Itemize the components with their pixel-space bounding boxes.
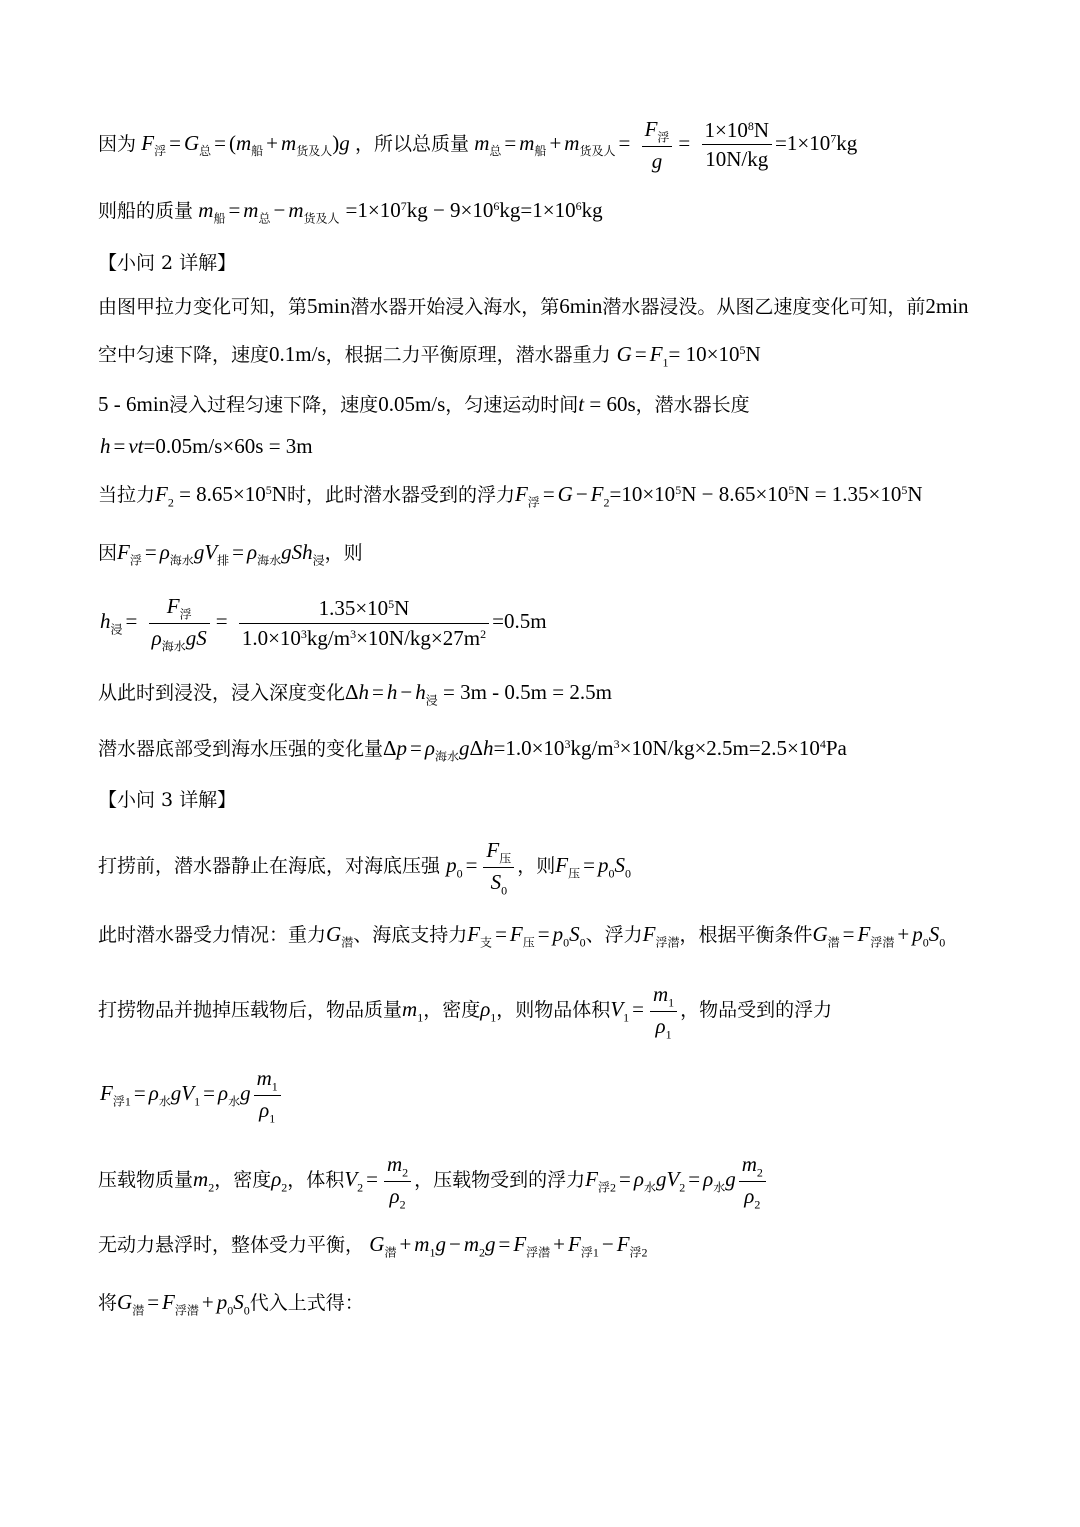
value: =0.05m/s×60s = 3m: [143, 434, 313, 458]
value: =0.5m: [492, 608, 547, 633]
text-segment: ，所以总质量: [354, 133, 469, 155]
text-segment: 时，此时潜水器受到的浮力: [286, 484, 515, 506]
value: 1.0×10: [241, 625, 301, 650]
value: 5min: [307, 294, 351, 318]
fraction-numeric: [239, 594, 489, 652]
text-segment: ，则: [517, 854, 556, 877]
text-segment: 、浮力: [585, 924, 643, 946]
paragraph-line: 无动力悬浮时，整体受力平衡， $G_潜 + m_1g - m_2g = F_{浮潜} + F_{浮1} - F_{浮2}$: [98, 1232, 648, 1260]
value: 5: [265, 482, 272, 497]
value: = 3m - 0.5m = 2.5m: [442, 680, 612, 704]
paragraph-line: 潜水器底部受到海水压强的变化量$\Delta p = \rho_{海水}g\Delta h=1.0\times 10^3kg/m^3\times 10N/kg\times 2.5m=2.5\times 10^4Pa$: [98, 736, 847, 764]
paragraph-line: 此时潜水器受力情况：重力$G_潜$、海底支持力$F_支 = F_压 = p_0S_0$、浮力$F_{浮潜}$，根据平衡条件$G_潜 = F_{浮潜} + p_0S_0$: [98, 922, 946, 950]
text-segment: 潜水器开始浸入海水，第: [350, 296, 560, 318]
value: = 8.65×10: [179, 482, 266, 506]
fraction-f-over-g: $\frac{F_浮}{g}$: [642, 115, 673, 175]
text-segment: 压载物质量: [98, 1168, 194, 1191]
fraction-m2-rho2: $\frac{m_2}{\rho_2}$: [739, 1150, 766, 1212]
value: kg=1×10: [499, 198, 576, 222]
value: = 60s: [589, 392, 636, 416]
value: 1.35×10: [318, 596, 389, 621]
value: 6: [493, 198, 500, 213]
text-segment: ，密度: [214, 1168, 272, 1191]
text-segment: ，物品受到的浮力: [680, 998, 833, 1021]
text-segment: 打捞物品并抛掉压载物后，物品质量: [98, 998, 403, 1021]
text-segment: ，压载物受到的浮力: [414, 1168, 586, 1191]
text-segment: 代入上式得：: [249, 1292, 364, 1314]
value: N = 1.35×10: [794, 482, 902, 506]
equation-total-mass: 因为 $F_浮 = G_总 = (m_船 + m_{货及人})g$ ，所以总质量 $m_总 = m_船 + m_{货及人}$ = $\frac{F_浮}{g}$ = $\frac{1\times 10^8N}{10N/kg}$ $=1\times 10^7kg$: [98, 115, 857, 175]
value: =1.0×10: [493, 736, 565, 760]
paragraph-line: 5 - 6min浸入过程匀速下降，速度0.05m/s，匀速运动时间t = 60s，潜水器长度: [98, 392, 750, 416]
text-segment: 则船的质量: [98, 201, 194, 222]
value: N: [753, 118, 770, 143]
text-segment: 打捞前，潜水器静止在海底，对海底压强: [98, 854, 441, 877]
value: =1×10: [775, 130, 831, 155]
text-segment: 、海底支持力: [353, 924, 468, 946]
value: 3: [300, 626, 307, 641]
heading-question-2: 【小问 2 详解】: [98, 252, 237, 274]
value: 8: [747, 118, 754, 133]
value: 6: [575, 198, 582, 213]
value: 3: [613, 736, 620, 751]
value: 0.05m/s: [378, 392, 446, 416]
value: kg/m: [570, 736, 614, 760]
paragraph-line: [98, 294, 969, 319]
value: 5: [388, 597, 395, 612]
text-segment: ，匀速运动时间: [445, 394, 579, 416]
value: N: [394, 596, 410, 621]
value: 0.1m/s: [269, 342, 326, 366]
text-segment: 当拉力: [98, 484, 156, 506]
value: ×10N/kg×2.5m=2.5×10: [619, 736, 820, 760]
value: kg/m: [306, 625, 351, 650]
paragraph-line: 因$F_浮 = \rho_{海水}gV_排 = \rho_{海水}gSh_浸$，则: [98, 540, 363, 568]
text-segment: ，根据平衡条件: [679, 924, 813, 946]
text-segment: ，体积: [287, 1168, 345, 1191]
value: 2min: [925, 294, 969, 318]
value: Pa: [825, 736, 847, 760]
paragraph-line: 当拉力$F_2 = 8.65\times 10^5N$时，此时潜水器受到的浮力$F_浮 = G - F_2=10\times 10^5N - 8.65\times 10^5N = 1.35\times 10^5N$: [98, 482, 923, 510]
text-segment: 因: [98, 542, 118, 564]
value: 4: [819, 736, 826, 751]
value: 7: [400, 198, 407, 213]
equation-ship-mass: 则船的质量 $m_船 = m_总 - m_{货及人} =1\times 10^7kg - 9\times 10^6kg=1\times 10^6kg$: [98, 198, 603, 226]
text-segment: ，潜水器长度: [635, 394, 750, 416]
fraction-volume-2: $\frac{m_2}{\rho_2}$: [384, 1150, 411, 1212]
value: 7: [830, 131, 837, 146]
text-segment: ，则物品体积: [496, 998, 611, 1021]
text-segment: 从此时到浸没，浸入深度变化: [98, 682, 346, 704]
text-segment: 无动力悬浮时，整体受力平衡，: [98, 1234, 365, 1256]
value: N: [271, 482, 287, 506]
value: N: [745, 342, 761, 366]
equation-immersion-depth: $h_浸$ = $\frac{F_浮}{\rho_{海水}gS}$ = $\frac{1.35\times 10^5N}{1.0\times 10^3kg/m^3\times 10N/kg\times 27m^2}$ =0.5m: [100, 594, 547, 653]
heading-question-3: 【小问 3 详解】: [98, 789, 237, 811]
value: = 10×10: [668, 342, 740, 366]
text-segment: 此时潜水器受力情况：重力: [98, 924, 327, 946]
fraction-numeric: [702, 116, 773, 174]
value: N − 8.65×10: [681, 482, 789, 506]
value: =1×10: [345, 198, 401, 222]
value: 5: [739, 342, 746, 357]
text-segment: ，密度: [423, 998, 481, 1021]
value: 5 - 6min: [98, 392, 170, 416]
text-segment: 因为: [98, 133, 137, 155]
value: 1×10: [704, 118, 748, 143]
text-segment: 潜水器浸没。从图乙速度变化可知，前: [602, 296, 926, 318]
fraction-volume-1: $\frac{m_1}{\rho_1}$: [650, 980, 677, 1042]
paragraph-line: 将$G_潜 = F_{浮潜} + p_0S_0$代入上式得：: [98, 1290, 364, 1318]
paragraph-line: 空中匀速下降，速度0.1m/s，根据二力平衡原理，潜水器重力 $G = F_1= 10\times 10^5N$: [98, 342, 761, 370]
value: N: [907, 482, 923, 506]
text-segment: 由图甲拉力变化可知，第: [98, 296, 308, 318]
value: 6min: [559, 294, 603, 318]
text-segment: ，则: [324, 542, 363, 564]
text-segment: 将: [98, 1292, 118, 1314]
value: 3: [350, 626, 357, 641]
fraction-pressure: $\frac{F_压}{S_0}$: [483, 836, 514, 898]
text-segment: 潜水器底部受到海水压强的变化量: [98, 738, 384, 760]
value: kg: [836, 130, 858, 155]
paragraph-line: 打捞物品并抛掉压载物后，物品质量$m_1$，密度$\rho_1$，则物品体积$V_1$ = $\frac{m_1}{\rho_1}$ ，物品受到的浮力: [98, 982, 833, 1041]
fraction-m1-rho1: $\frac{m_1}{\rho_1}$: [254, 1064, 281, 1126]
paragraph-line: 压载物质量$m_2$，密度$\rho_2$，体积$V_2$ = $\frac{m_2}{\rho_2}$ ，压载物受到的浮力$F_{浮2} = \rho_水gV_2 = \rho_水g$ $\frac{m_2}{\rho_2}$: [98, 1150, 769, 1212]
equation-buoyancy-1: $F_{浮1} = \rho_水gV_1 = \rho_水g$ $\frac{m_1}{\rho_1}$: [100, 1064, 284, 1126]
text-segment: 浸入过程匀速下降，速度: [169, 394, 379, 416]
value: kg: [581, 198, 603, 222]
value: 10N/kg: [705, 147, 769, 172]
value: ×10N/kg×27m: [356, 625, 481, 650]
paragraph-line: 从此时到浸没，浸入深度变化$\Delta h = h - h_浸 = 3m - 0.5m = 2.5m$: [98, 680, 612, 708]
text-segment: 空中匀速下降，速度: [98, 344, 270, 366]
fraction-symbolic: $\frac{F_浮}{\rho_{海水}gS}$: [149, 592, 210, 654]
value: 3: [564, 736, 571, 751]
paragraph-line: 打捞前，潜水器静止在海底，对海底压强 $p_0$ = $\frac{F_压}{S_0}$ ，则$F_压 = p_0S_0$: [98, 838, 631, 897]
value: kg − 9×10: [406, 198, 494, 222]
text-segment: ，根据二力平衡原理，潜水器重力: [325, 344, 611, 366]
value: =10×10: [609, 482, 676, 506]
value: 5: [788, 482, 795, 497]
value: 5: [675, 482, 682, 497]
value: 5: [901, 482, 908, 497]
equation-length: h = vt=0.05m/s×60s = 3m: [100, 434, 313, 458]
value: 2: [480, 626, 487, 641]
